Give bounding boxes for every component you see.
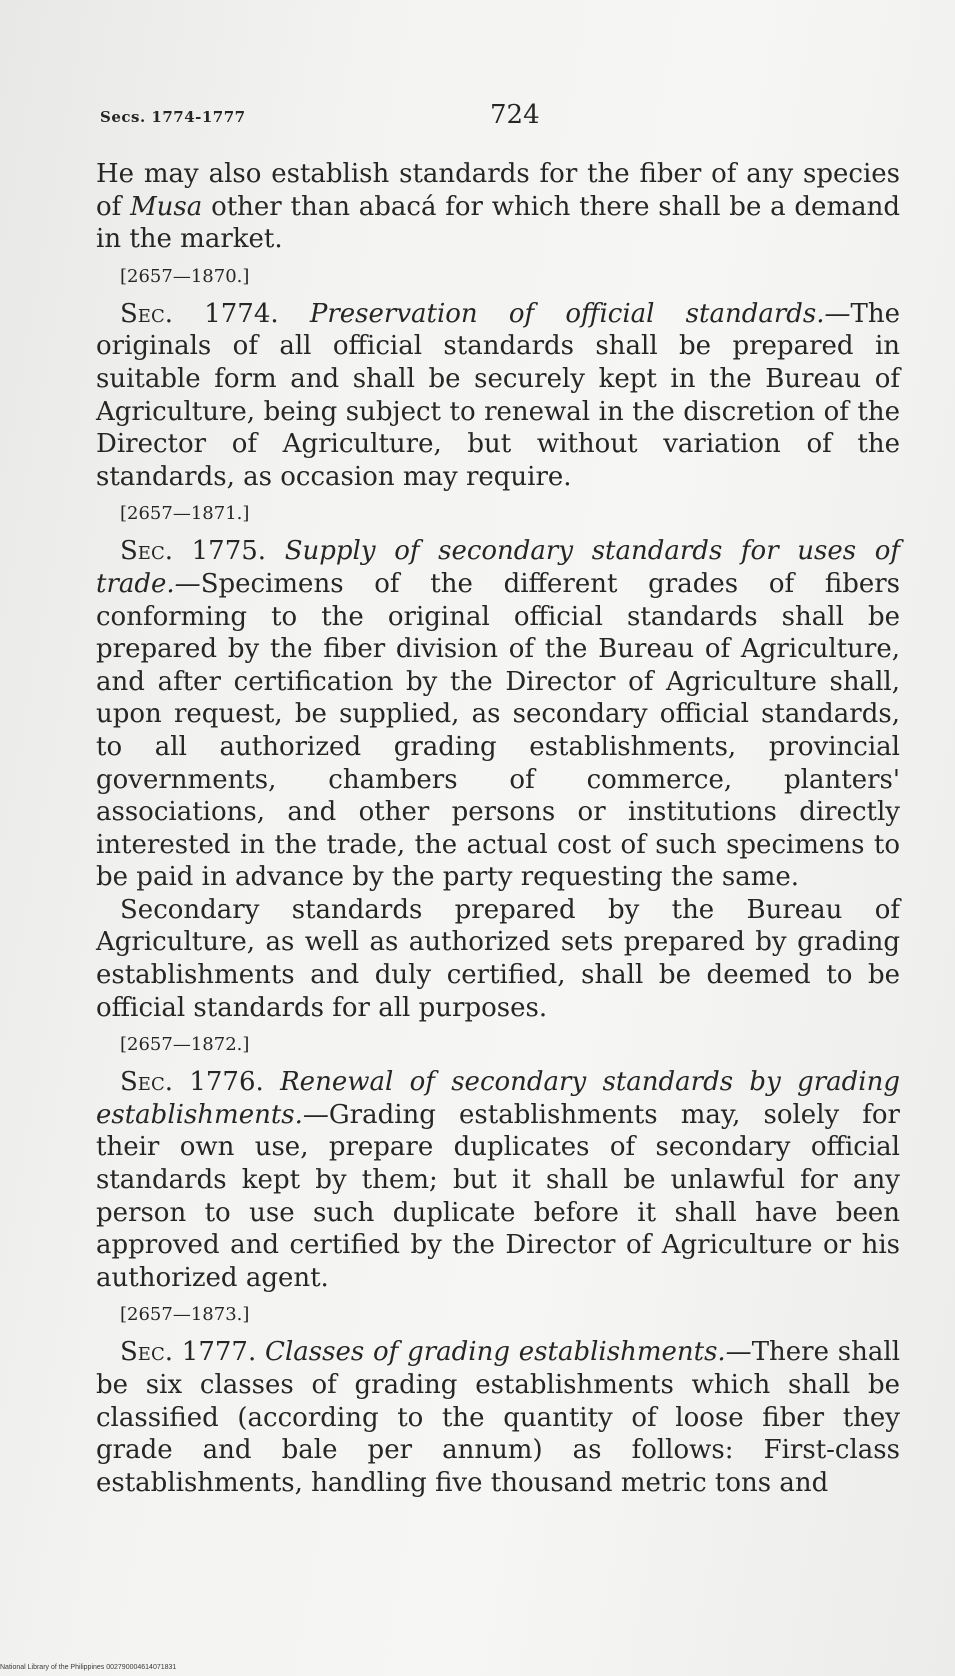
section-label: Sec. 1777.	[120, 1337, 257, 1368]
paragraph: Secondary standards prepared by the Bureau of Agriculture, as well as authorized sets prepared by grading establishments and duly certified, shall be deemed to be official standards for all purposes.	[96, 894, 900, 1023]
page-header	[100, 100, 880, 140]
body-text	[96, 158, 900, 1499]
section-text: The originals of all official standards shall be prepared in suitable form and shall be securely kept in the Bureau of Agriculture, being subject to renewal in the discretion of the Director of Agriculture, but without variation of the standards, as occasion may require.	[96, 298, 901, 492]
page-number: 724	[490, 100, 540, 130]
continuation-paragraph	[96, 158, 900, 256]
section-label: Sec. 1774.	[120, 298, 279, 329]
section-1774	[96, 298, 900, 494]
section-catchline: Preservation of official standards.—	[309, 298, 851, 329]
paragraph-text: He may also establish standards for the fiber of any species of	[96, 159, 900, 222]
section-catchline: Classes of grading establishments.—	[265, 1337, 752, 1368]
section-text: There shall be six classes of grading establishments which shall be classified (according to the quantity of loose fiber they grade and bale per annum) as follows: First-class establishments, handling five thousand metric tons and	[96, 1337, 901, 1498]
section-1775	[96, 535, 900, 894]
reference-note: [2657—1870.]	[120, 265, 250, 287]
reference-note: [2657—1872.]	[120, 1034, 250, 1056]
scan-footer: National Library of the Philippines 002790004614071831	[0, 1664, 177, 1671]
paragraph-text: other than abacá for which there shall be a demand in the market.	[96, 191, 900, 255]
reference-note: [2657—1873.]	[120, 1304, 250, 1326]
section-range: Secs. 1774-1777	[100, 108, 246, 126]
reference-note: [2657—1871.]	[120, 503, 250, 525]
section-label: Sec. 1776.	[120, 1067, 264, 1098]
section-label: Sec. 1775.	[120, 536, 267, 567]
section-1776	[96, 1066, 900, 1294]
genus-name: Musa	[130, 191, 203, 222]
section-catchline: Renewal of secondary standards by grading establishments.—	[96, 1067, 901, 1130]
section-catchline: Supply of secondary standards for uses of trade.—	[96, 536, 900, 599]
section-1777	[96, 1336, 900, 1499]
section-text: Grading establishments may, solely for their own use, prepare duplicates of secondary official standards kept by them; but it shall be unlawful for any person to use such duplicate before it shall have been approved and certified by the Director of Agriculture or his authorized agent.	[96, 1099, 900, 1293]
section-text: Specimens of the different grades of fibers conforming to the original official standards shall be prepared by the fiber division of the Bureau of Agriculture, and after certification by the Director of Agriculture shall, upon request, be supplied, as secondary official standards, to all authorized grading establishments, provincial governments, chambers of commerce, planters' associations, and other persons or institutions directly interested in the trade, the actual cost of such specimens to be paid in advance by the party requesting the same.	[96, 568, 900, 893]
